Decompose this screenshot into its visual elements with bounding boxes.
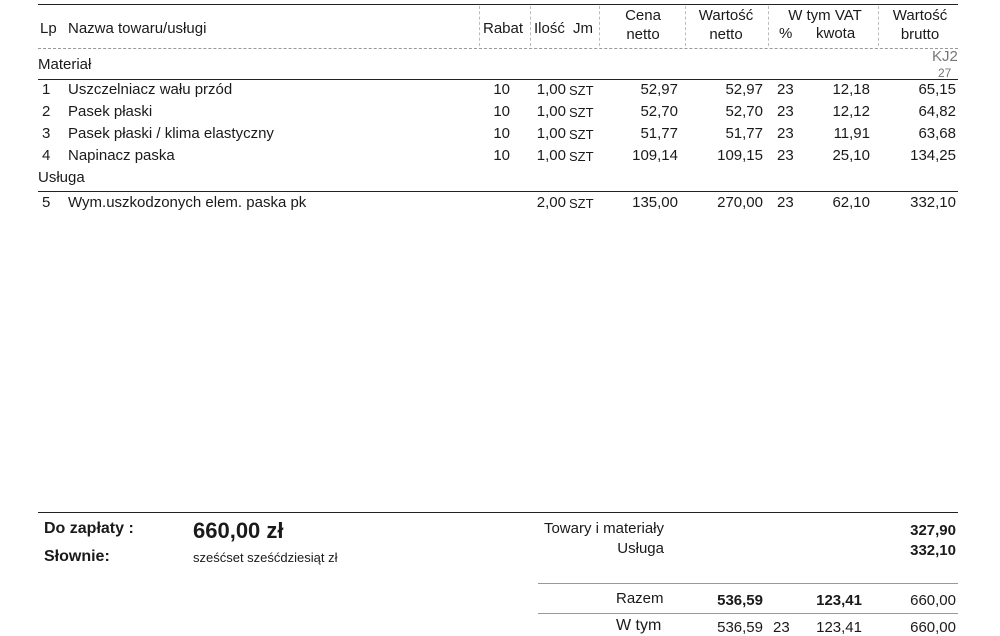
do-zaplaty-label: Do zapłaty : xyxy=(44,520,134,537)
header-vat: W tym VAT xyxy=(788,7,862,24)
slownie-label: Słownie: xyxy=(44,548,110,565)
col-sep xyxy=(768,6,769,46)
col-sep xyxy=(530,6,531,46)
row-vat-pct: 23 xyxy=(777,125,794,142)
section-title-usluga: Usługa xyxy=(38,169,85,186)
row-gross: 332,10 xyxy=(910,194,956,211)
row-rabat: 10 xyxy=(493,103,510,120)
wtym-vat: 123,41 xyxy=(816,619,862,636)
row-name: Napinacz paska xyxy=(68,147,175,164)
header-name: Nazwa towaru/usługi xyxy=(68,20,207,37)
row-lp: 1 xyxy=(42,81,51,98)
header-brutto-line1: Wartość xyxy=(892,7,948,24)
row-qty: 1,00 xyxy=(536,103,566,120)
row-net: 270,00 xyxy=(717,194,763,211)
col-sep xyxy=(479,6,480,46)
row-unit: SZT xyxy=(569,105,594,120)
usluga-label: Usługa xyxy=(617,540,664,557)
row-name: Uszczelniacz wału przód xyxy=(68,81,233,98)
row-price: 109,14 xyxy=(632,147,678,164)
row-unit: SZT xyxy=(569,127,594,142)
row-net: 51,77 xyxy=(725,125,763,142)
row-lp: 5 xyxy=(42,194,51,211)
razem-vat: 123,41 xyxy=(816,592,862,609)
row-vat-pct: 23 xyxy=(777,147,794,164)
edge-fragment: KJ2 xyxy=(932,48,958,65)
wtym-gross: 660,00 xyxy=(910,619,956,636)
row-rabat: 10 xyxy=(493,125,510,142)
header-cena-line1: Cena xyxy=(625,7,661,24)
wtym-top-rule xyxy=(538,613,958,614)
row-unit: SZT xyxy=(569,196,594,211)
row-vat-amt: 12,12 xyxy=(832,103,870,120)
row-lp: 2 xyxy=(42,103,51,120)
header-brutto xyxy=(882,6,958,44)
razem-label: Razem xyxy=(616,590,664,607)
col-sep xyxy=(685,6,686,46)
row-vat-pct: 23 xyxy=(777,81,794,98)
row-gross: 64,82 xyxy=(918,103,956,120)
header-wartosc-netto xyxy=(688,6,764,44)
row-unit: SZT xyxy=(569,83,594,98)
wtym-pct: 23 xyxy=(773,619,790,636)
razem-top-rule xyxy=(538,583,958,584)
row-unit: SZT xyxy=(569,149,594,164)
row-price: 135,00 xyxy=(632,194,678,211)
row-lp: 4 xyxy=(42,147,51,164)
row-net: 52,97 xyxy=(725,81,763,98)
row-qty: 1,00 xyxy=(536,147,566,164)
row-qty: 1,00 xyxy=(536,125,566,142)
row-name: Pasek płaski / klima elastyczny xyxy=(68,125,274,142)
razem-gross: 660,00 xyxy=(910,592,956,609)
slownie-value: sześćset sześćdziesiąt zł xyxy=(193,550,338,565)
header-lp: Lp xyxy=(40,20,57,37)
row-rabat: 10 xyxy=(493,81,510,98)
row-vat-amt: 25,10 xyxy=(832,147,870,164)
row-lp: 3 xyxy=(42,125,51,142)
row-net: 52,70 xyxy=(725,103,763,120)
row-gross: 63,68 xyxy=(918,125,956,142)
row-vat-pct: 23 xyxy=(777,194,794,211)
header-bottom-rule xyxy=(38,48,958,49)
section-rule-usluga xyxy=(38,191,958,192)
row-name: Pasek płaski xyxy=(68,103,153,120)
row-price: 51,77 xyxy=(640,125,678,142)
towary-value: 327,90 xyxy=(910,522,956,539)
row-gross: 134,25 xyxy=(910,147,956,164)
row-rabat: 10 xyxy=(493,147,510,164)
row-price: 52,70 xyxy=(640,103,678,120)
table-top-border xyxy=(38,4,958,5)
row-vat-amt: 12,18 xyxy=(832,81,870,98)
row-name: Wym.uszkodzonych elem. paska pk xyxy=(68,194,307,211)
header-vat-pct: % xyxy=(779,25,793,42)
header-jm: Jm xyxy=(573,20,593,37)
row-price: 52,97 xyxy=(640,81,678,98)
wtym-label: W tym xyxy=(616,617,662,634)
row-vat-pct: 23 xyxy=(777,103,794,120)
section-title-material: Materiał xyxy=(38,56,92,73)
row-vat-amt: 62,10 xyxy=(832,194,870,211)
edge-fragment: 27 xyxy=(938,66,952,80)
header-rabat: Rabat xyxy=(483,20,524,37)
summary-top-rule xyxy=(38,512,958,513)
header-wartosc-netto-line2: netto xyxy=(709,26,743,43)
header-ilosc: Ilość xyxy=(534,20,565,37)
col-sep xyxy=(878,6,879,46)
col-sep xyxy=(599,6,600,46)
header-vat-kwota: kwota xyxy=(816,25,856,42)
usluga-value: 332,10 xyxy=(910,542,956,559)
row-qty: 1,00 xyxy=(536,81,566,98)
header-brutto-line2: brutto xyxy=(900,26,940,43)
row-gross: 65,15 xyxy=(918,81,956,98)
row-net: 109,15 xyxy=(717,147,763,164)
header-cena xyxy=(605,6,681,44)
row-vat-amt: 11,91 xyxy=(833,125,870,142)
row-qty: 2,00 xyxy=(536,194,566,211)
do-zaplaty-value: 660,00 zł xyxy=(193,518,284,543)
wtym-net: 536,59 xyxy=(717,619,763,636)
towary-label: Towary i materiały xyxy=(543,520,664,537)
header-cena-line2: netto xyxy=(626,26,660,43)
header-wartosc-netto-line1: Wartość xyxy=(698,7,754,24)
razem-net: 536,59 xyxy=(717,592,763,609)
section-rule-material xyxy=(38,79,958,80)
